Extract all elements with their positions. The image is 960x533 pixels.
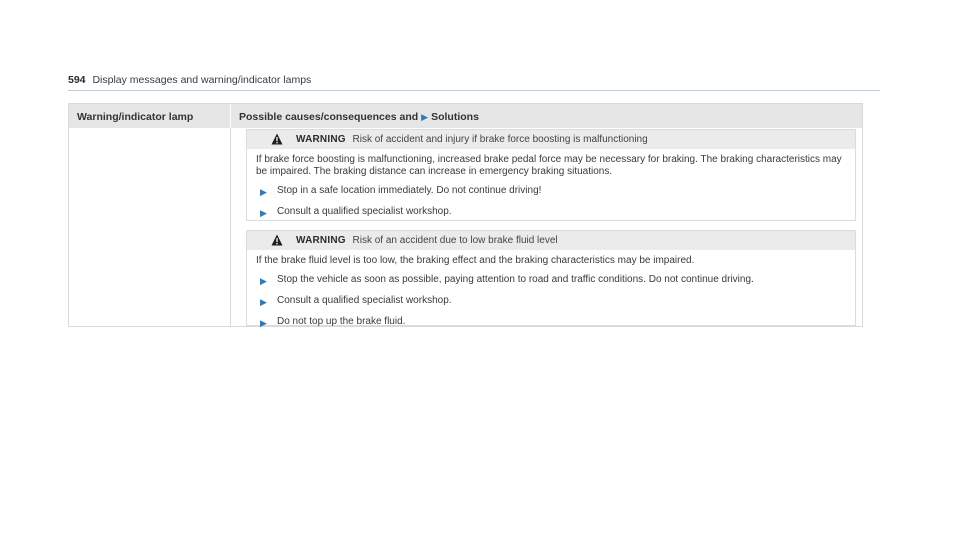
warning-description: If brake force boosting is malfunctioning, increased brake pedal force may be necessary for braking. The braking characteristics may be impaired. The braking distance can increase in emergency braking situations. — [256, 154, 842, 177]
action-step — [256, 274, 845, 286]
column-header-lamp: Warning/indicator lamp — [77, 111, 194, 123]
warning-heading: Risk of an accident due to low brake fluid level — [352, 235, 558, 246]
header-divider — [230, 104, 231, 128]
column-divider — [230, 128, 231, 326]
column-header-causes: Possible causes/consequences and — [239, 111, 419, 123]
warning-label: WARNING — [296, 235, 346, 246]
warning-header — [247, 130, 855, 149]
action-step — [256, 185, 845, 197]
warning-triangle-icon — [271, 133, 283, 145]
warning-box-brake-fluid-level — [246, 230, 856, 326]
warning-box-brake-force-boosting — [246, 129, 856, 221]
action-step — [256, 316, 845, 328]
triangle-right-icon: ▶ — [260, 187, 267, 197]
warning-description: If the brake fluid level is too low, the braking effect and the braking characteristics may be impaired. — [256, 255, 695, 266]
triangle-right-icon: ▶ — [260, 297, 267, 307]
action-step-text: Consult a qualified specialist workshop. — [277, 295, 452, 306]
page-title: Display messages and warning/indicator lamps — [92, 74, 312, 86]
warning-label: WARNING — [296, 134, 346, 145]
page-header — [68, 74, 880, 91]
warning-body — [247, 149, 855, 218]
action-step-text: Do not top up the brake fluid. — [277, 316, 406, 327]
solutions-arrow-icon: ▶ — [421, 112, 429, 122]
column-header-solutions: Solutions — [431, 111, 479, 123]
column-header-causes-solutions — [239, 111, 479, 123]
triangle-right-icon: ▶ — [260, 208, 267, 218]
action-step-text: Stop in a safe location immediately. Do not continue driving! — [277, 185, 542, 196]
action-step-text: Stop the vehicle as soon as possible, paying attention to road and traffic conditions. Do not continue driving. — [277, 274, 754, 285]
page-number: 594 — [68, 74, 86, 86]
triangle-right-icon: ▶ — [260, 276, 267, 286]
action-step — [256, 295, 845, 307]
table-header-row — [69, 104, 862, 128]
action-step — [256, 206, 845, 218]
warning-triangle-icon — [271, 234, 283, 246]
warning-header — [247, 231, 855, 250]
warning-lamp-table — [68, 103, 863, 327]
action-step-text: Consult a qualified specialist workshop. — [277, 206, 452, 217]
warning-heading: Risk of accident and injury if brake force boosting is malfunctioning — [352, 134, 648, 145]
triangle-right-icon: ▶ — [260, 318, 267, 328]
warning-body — [247, 250, 855, 328]
